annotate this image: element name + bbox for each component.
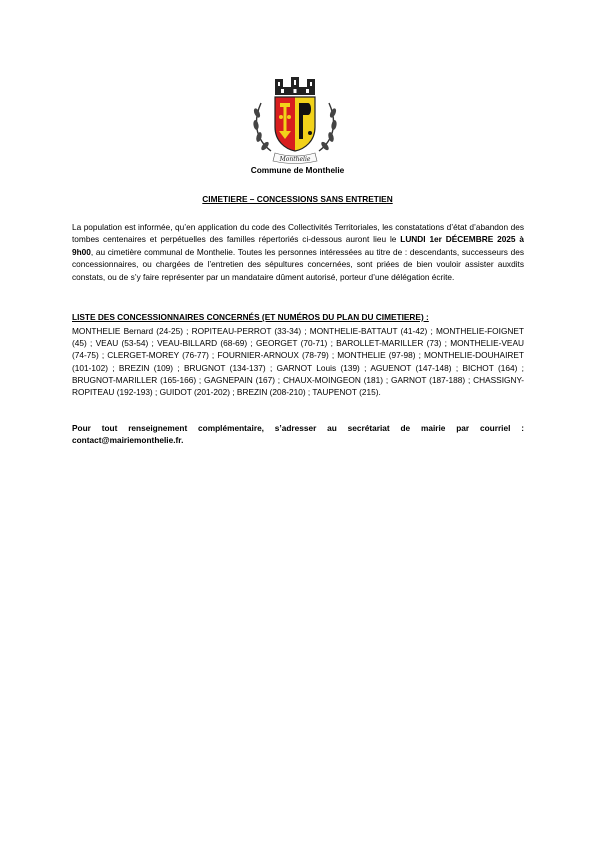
notice-title: CIMETIERE – CONCESSIONS SANS ENTRETIEN bbox=[202, 194, 393, 204]
town-coat-of-arms bbox=[245, 73, 345, 165]
contact-note: Pour tout renseignement complémentaire, s’adresser au secrétariat de mairie par courriel : contact@mairiemonthelie.fr. bbox=[72, 423, 524, 446]
concessionnaires-list: MONTHELIE Bernard (24-25) ; ROPITEAU-PERROT (33-34) ; MONTHELIE-BATTAUT (41-42) ; MONTHELIE-FOIGNET (45) ; VEAU (53-54) ; VEAU-BILLARD (68-69) ; GEORGET (70-71) ; BAROLLET-MARILLER (73) ; MONTHELIE-VEAU (74-75) ; CLERGET-MOREY (76-77) ; FOURNIER-ARNOUX (78-79) ; MONTHELIE (97-98) ; MONTHELIE-DOUHAIRET (101-102) ; BREZIN (109) ; BRUGNOT (134-137) ; GARNOT Louis (139) ; AGUENOT (147-148) ; BICHOT (164) ; BRUGNOT-MARILLER (165-166) ; GAGNEPAIN (167) ; CHAUX-MOINGEON (181) ; GARNOT (187-188) ; CHASSIGNY-ROPITEAU (192-193) ; GUIDOT (201-202) ; BREZIN (208-210) ; TAUPENOT (215). bbox=[72, 326, 524, 398]
intro-text-after: , au cimetière communal de Monthelie. Toutes les personnes intéressées au titre de : descendants, successeurs des concessionnaires, ou chargées de l’entretien des sépultures concernées, sont priées de bien vouloir assister auxdits constats, ou de s’y faire représenter par un mandataire dûment autorisé, porteur d’une délégation écrite. bbox=[72, 246, 524, 282]
svg-text:Monthelie: Monthelie bbox=[279, 156, 311, 163]
intro-paragraph bbox=[72, 221, 524, 283]
intro-text-before: La population est informée, qu’en application du code des Collectivités Territoriales, les constatations d’état d’abandon des tombes centenaires et perpétuelles des familles répertoriés ci-dessous auront lieu le bbox=[72, 222, 524, 245]
inspection-date: LUNDI 1er DÉCEMBRE 2025 à 9h00 bbox=[72, 234, 524, 257]
commune-name: Commune de Monthelie bbox=[250, 165, 345, 175]
list-heading: LISTE DES CONCESSIONNAIRES CONCERNÉS (ET NUMÉROS DU PLAN DU CIMETIERE) : bbox=[72, 312, 429, 322]
